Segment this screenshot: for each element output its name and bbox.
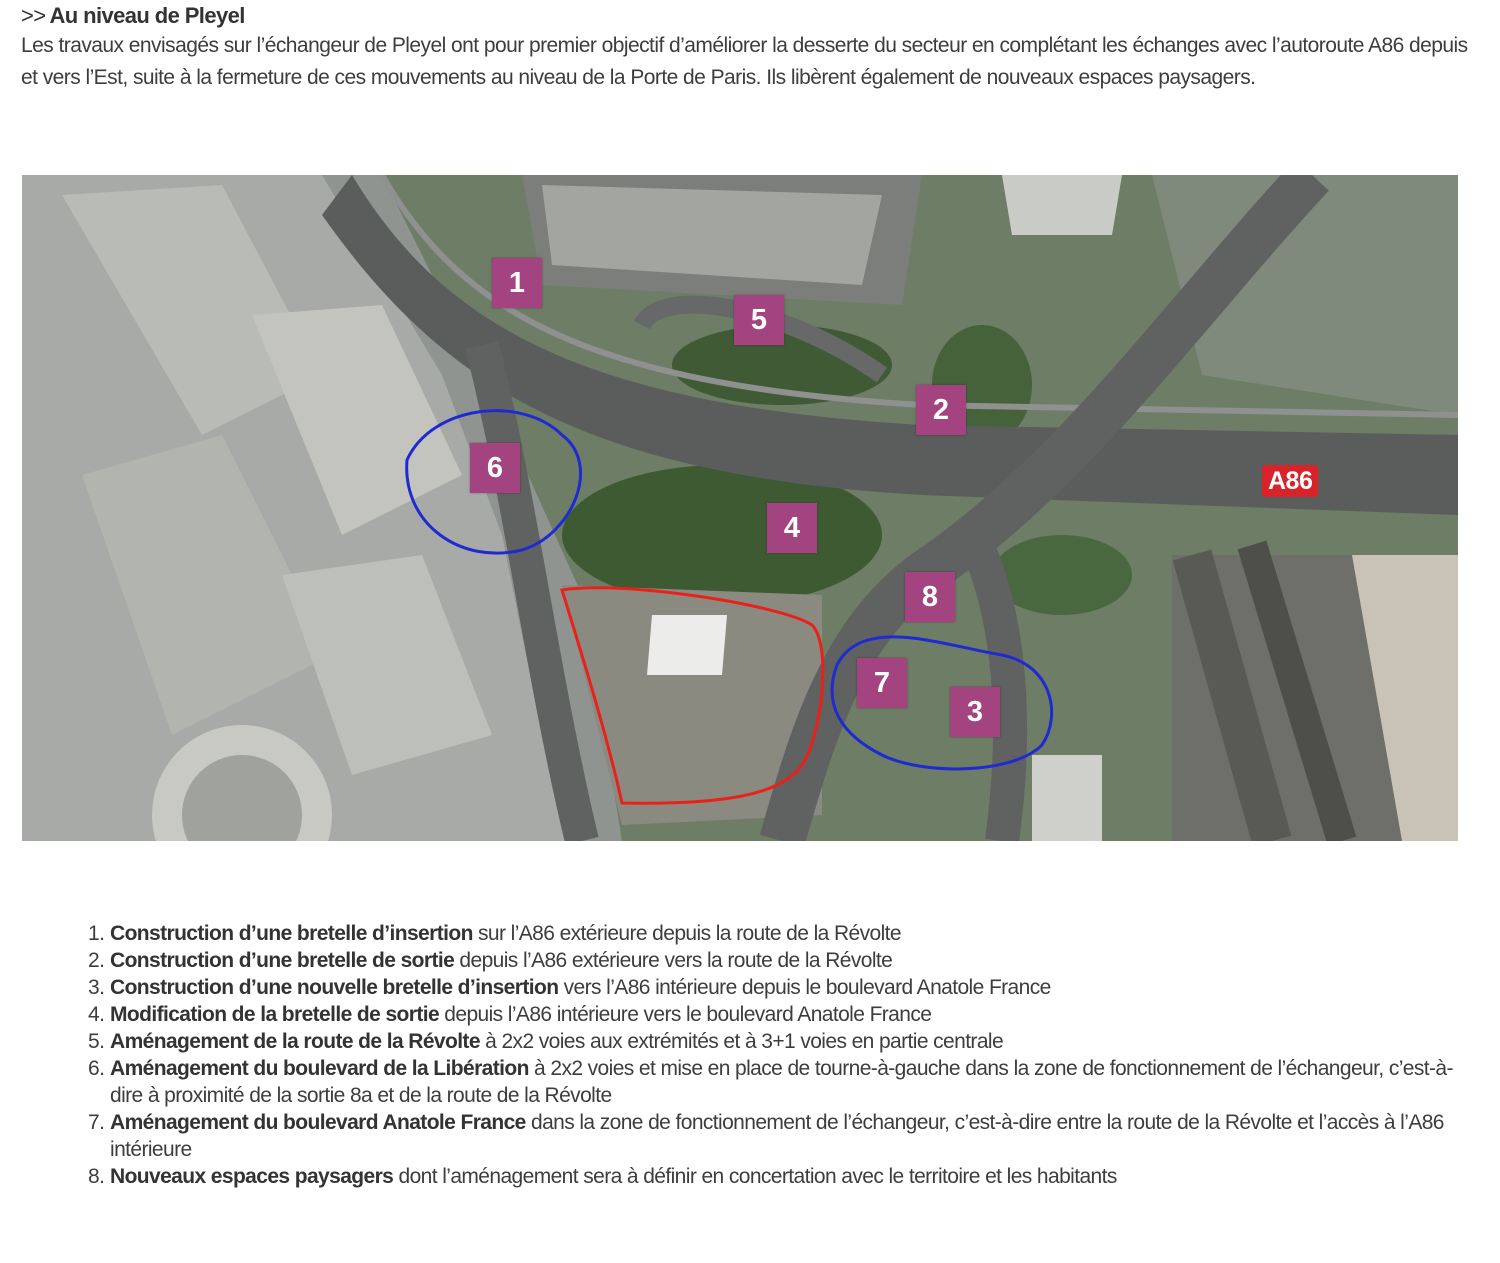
header <box>21 2 1481 94</box>
legend-item-6: 6. Aménagement du boulevard de la Libération à 2x2 voies et mise en place de tourne-à-gauche dans la zone de fonctionnement de l’échangeur, c’est-à-dire à proximité de la sortie 8a et de la route de la Révolte <box>88 1057 1453 1107</box>
section-arrows: >> <box>21 3 46 28</box>
legend-item-8: 8. Nouveaux espaces paysagers dont l’aménagement sera à définir en concertation avec le territoire et les habitants <box>88 1165 1117 1188</box>
map-marker-1: 1 <box>492 258 542 308</box>
aerial-map <box>22 175 1458 841</box>
map-marker-7: 7 <box>857 658 907 708</box>
legend-item-4: 4. Modification de la bretelle de sortie depuis l’A86 intérieure vers le boulevard Anatole France <box>88 1003 932 1026</box>
map-marker-8: 8 <box>905 572 955 622</box>
map-marker-4: 4 <box>767 503 817 553</box>
legend-item-1: 1. Construction d’une bretelle d’insertion sur l’A86 extérieure depuis la route de la Révolte <box>88 922 901 945</box>
intro-paragraph: Les travaux envisagés sur l’échangeur de Pleyel ont pour premier objectif d’améliorer la desserte du secteur en complétant les échanges avec l’autoroute A86 depuis et vers l’Est, suite à la fermeture de ces mouvements au niveau de la Porte de Paris. Ils libèrent également de nouveaux espaces paysagers. <box>21 34 1468 89</box>
map-marker-2: 2 <box>916 385 966 435</box>
section-title <box>21 2 1481 30</box>
legend-item-2: 2. Construction d’une bretelle de sortie depuis l’A86 extérieure vers la route de la Révolte <box>88 949 893 972</box>
map-marker-5: 5 <box>734 295 784 345</box>
map-marker-6: 6 <box>470 443 520 493</box>
section-title-text: Au niveau de Pleyel <box>49 3 245 28</box>
legend-list <box>88 920 1468 1190</box>
aerial-photo <box>22 175 1458 841</box>
legend-item-7: 7. Aménagement du boulevard Anatole France dans la zone de fonctionnement de l’échangeur, c’est-à-dire entre la route de la Révolte et l’accès à l’A86 intérieure <box>88 1111 1444 1161</box>
map-marker-3: 3 <box>950 687 1000 737</box>
legend-item-3: 3. Construction d’une nouvelle bretelle d’insertion vers l’A86 intérieure depuis le boulevard Anatole France <box>88 976 1051 999</box>
road-label-a86: A86 <box>1262 465 1318 497</box>
legend-item-5: 5. Aménagement de la route de la Révolte à 2x2 voies aux extrémités et à 3+1 voies en partie centrale <box>88 1030 1004 1053</box>
